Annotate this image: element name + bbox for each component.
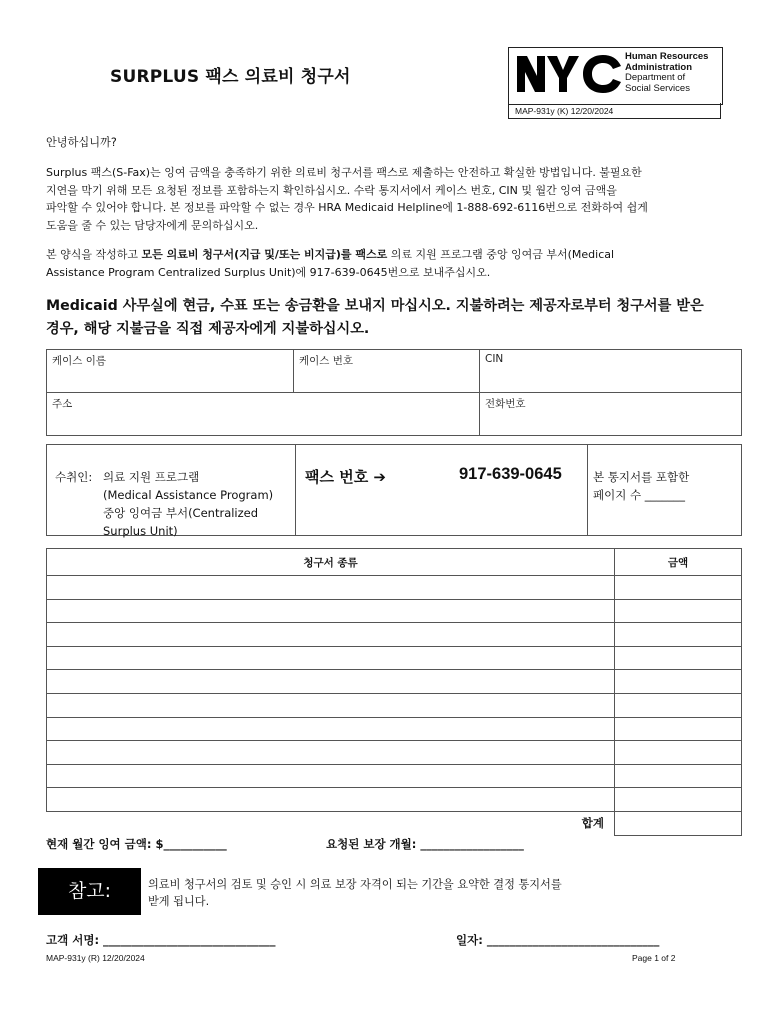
recipient-address: 의료 지원 프로그램 (Medical Assistance Program) 중앙 잉여금 부서(Centralized Surplus Unit) <box>103 470 274 538</box>
table-row[interactable] <box>47 623 742 647</box>
fax-info-box <box>46 444 742 536</box>
coverage-month-field[interactable]: 요청된 보장 개월: __________________ <box>326 837 524 851</box>
page-count-field[interactable]: 본 통지서를 포함한 페이지 수 _______ <box>593 470 690 502</box>
note-text: 의료비 청구서의 검토 및 승인 시 의료 보장 자격이 되는 기간을 요약한 결정 통지서를 받게 됩니다. <box>148 878 562 908</box>
fax-number: 917-639-0645 <box>459 465 562 483</box>
agency-logo <box>508 47 723 105</box>
monthly-surplus-field[interactable]: 현재 월간 잉여 금액: $___________ <box>46 837 227 851</box>
payment-warning: Medicaid 사무실에 현금, 수표 또는 송금환을 보내지 마십시오. 지불하려는 제공자로부터 청구서를 받은 경우, 해당 지불금을 직접 제공자에게 지불하십시오. <box>46 298 704 337</box>
billing-table <box>46 548 742 836</box>
phone-field[interactable]: 전화번호 <box>480 393 742 436</box>
client-signature-field[interactable]: 고객 서명: ______________________________ <box>46 933 276 947</box>
case-name-field[interactable]: 케이스 이름 <box>47 350 294 393</box>
table-row[interactable] <box>47 788 742 812</box>
note-badge: 참고: <box>38 868 141 915</box>
nyc-logo-icon <box>517 54 621 94</box>
form-number: MAP-931y (K) 12/20/2024 <box>508 103 721 119</box>
table-row[interactable] <box>47 576 742 600</box>
fax-number-label: 팩스 번호 ➔ <box>305 468 386 486</box>
column-header-amount: 금액 <box>615 549 742 576</box>
table-row[interactable] <box>47 599 742 623</box>
intro-paragraph: Surplus 팩스(S-Fax)는 잉여 금액을 충족하기 위한 의료비 청구서를 팩스로 제출하는 안전하고 확실한 방법입니다. 불필요한 지연을 막기 위해 모든 요청된 정보를 포함하는지 확인하십시오. 수락 통지서에서 케이스 번호, CIN 및 월간 잉여 금액을 파악할 수 있어야 합니다. 본 정보를 파악할 수 없는 경우 HRA Medicaid Helpline에 1-888-692-6116번으로 전화하여 쉽게 도움을 줄 수 있는 담당자에게 문의하십시오. <box>46 166 648 232</box>
date-field[interactable]: 일자: ______________________________ <box>456 933 660 947</box>
cin-field[interactable]: CIN <box>480 350 742 393</box>
table-row[interactable] <box>47 741 742 765</box>
table-row[interactable] <box>47 764 742 788</box>
page-title: SURPLUS 팩스 의료비 청구서 <box>110 67 351 87</box>
page-indicator: Page 1 of 2 <box>632 953 676 963</box>
address-field[interactable]: 주소 <box>47 393 480 436</box>
greeting: 안녕하십니까? <box>46 136 117 149</box>
total-label: 합계 <box>47 811 615 835</box>
recipient-label: 수취인: <box>55 470 93 484</box>
case-info-table <box>46 349 742 436</box>
table-row[interactable] <box>47 693 742 717</box>
table-row[interactable] <box>47 670 742 694</box>
total-amount-field[interactable] <box>615 811 742 835</box>
table-row[interactable] <box>47 717 742 741</box>
table-row[interactable] <box>47 646 742 670</box>
agency-name: Human Resources Administration Department of Social Services <box>625 51 709 94</box>
column-header-bill-type: 청구서 종류 <box>47 549 615 576</box>
case-number-field[interactable]: 케이스 번호 <box>294 350 480 393</box>
instruction-paragraph: 본 양식을 작성하고 모든 의료비 청구서(지급 및/또는 비지급)를 팩스로 의료 지원 프로그램 중앙 잉여금 부서(Medical Assistance Program Centralized Surplus Unit)에 917-639-0645번으로 보내주십시오. <box>46 248 615 279</box>
footer-form-number: MAP-931y (R) 12/20/2024 <box>46 953 145 963</box>
